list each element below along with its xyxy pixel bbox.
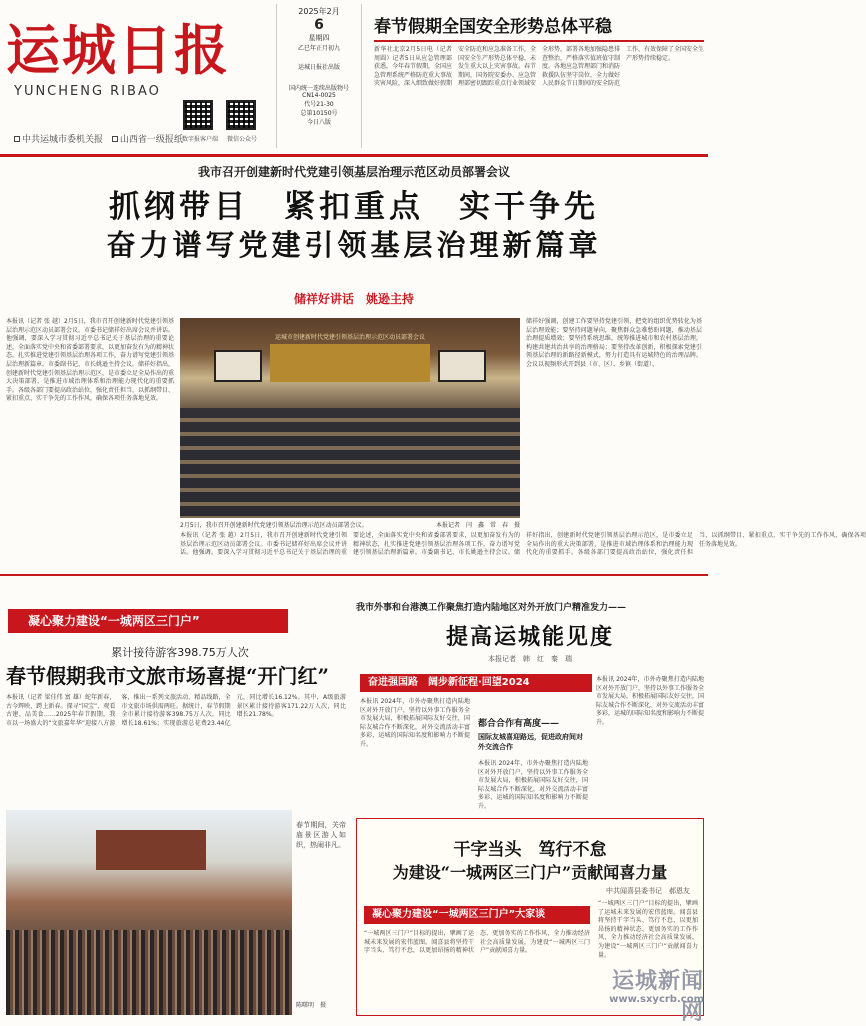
left-section-body: 本报讯（记者 梁佳伟 富 雄）蛇年新春，古今辉映，跨上新春。探寻“国宝”、观看古建、品美食……2025年春节假期，我市以一场盛大的“文旅嘉年华”迎接八方游客，推出一系列文旅活动、精品线路，全市文旅市场供需两旺。据统计，春节假期全市累计接待游客398.75万人次，同比增长18.61%；实现旅游总花费23.44亿元，同比增长16.12%。其中，A级旅游景区累计接待游客171.22万人次，同比增长21.78%。 (6, 694, 346, 727)
bottom-right-body-2: “一城两区三门户”目标的提出，擘画了运城未来发展的宏伟蓝图。闻喜县将坚持干字当头、笃行不怠，以更加昂扬的精神状态、更加务实的工作作风，全力推动经济社会高质量发展，为建设“一城两区三门户”贡献闻喜力量。 (598, 900, 698, 959)
left-banner-text: 凝心聚力建设“一城两区三门户” (28, 614, 200, 628)
main-feature-headline-1[interactable]: 抓纲带目 紧扣重点 实干争先 (109, 189, 599, 225)
site-watermark: 运城新闻网 (611, 969, 704, 1025)
crowd (6, 930, 292, 1015)
main-feature-headline-2[interactable]: 奋力谱写党建引领基层治理新篇章 (106, 228, 602, 262)
left-section-banner (8, 609, 288, 633)
main-feature-subhead: 储祥好讲话 姚逊主持 (293, 292, 414, 306)
main-feature-body-left: 本报讯（记者 张 越）2月5日，我市召开创建新时代党建引领基层治理示范区动员部署会议。市委书记储祥好出席会议并讲话。他强调，要深入学习贯彻习近平总书记关于基层治理的重要论述，全面落实党中央和省委部署要求，以更加奋发有为的精神状态，扎实推进党建引领基层治理各项工作，奋力谱写党建引领基层治理新篇章。市委副书记、市长姚逊主持会议。储祥好指出，创建新时代党建引领基层治理示范区，是市委立足全局作出的重大决策部署，是推进市域治理体系和治理能力现代化的重要抓手。各级各部门要提高政治站位，强化责任担当，以抓纲带目、紧扣重点、实干争先的工作作风，确保各项任务落地见效。 (6, 318, 175, 403)
right-section-body-3: 本报讯 2024年，市外办聚焦打造内陆地区对外开放门户，坚持以外事工作服务全市发展大局，积极拓展国际友好交往，国际友城合作不断深化，对外交流活动丰富多彩，运城的国际知名度和影响力不断提升。 (596, 676, 705, 726)
right-section-kicker: 我市外事和台港澳工作聚焦打造内陆地区对外开放门户精准发力—— (356, 603, 627, 613)
right-sub-banner-text: 奋进强国路 阔步新征程·回望2024 (368, 677, 530, 688)
top-story-rule (374, 40, 704, 42)
left-section-headline[interactable]: 春节假期我市文旅市场喜提“开门红” (6, 664, 330, 688)
bottom-right-headline-2[interactable]: 为建设“一城两区三门户”贡献闻喜力量 (392, 863, 668, 882)
issn-label: 国内统一连续出版物号 (288, 85, 349, 92)
left-photo-credit: 陈曙明 摄 (296, 1002, 327, 1009)
temple-roof (96, 830, 206, 870)
left-section-kicker: 累计接待游客398.75万人次 (111, 646, 249, 659)
issue-number: 总第10150号 (300, 110, 338, 117)
main-feature-body-bottom: 本报讯（记者 张 越）2月5日，我市召开创建新时代党建引领基层治理示范区动员部署会议。市委书记储祥好出席会议并讲话。他强调，要深入学习贯彻习近平总书记关于基层治理的重要论述，全面落实党中央和省委部署要求，以更加奋发有为的精神状态，扎实推进党建引领基层治理各项工作，奋力谱写党建引领基层治理新篇章。市委副书记、市长姚逊主持会议。储祥好指出，创建新时代党建引领基层治理示范区，是市委立足全局作出的重大决策部署，是推进市域治理体系和治理能力现代化的重要抓手。各级各部门要提高政治站位，强化责任担当，以抓纲带目、紧扣重点、实干争先的工作作风，确保各项任务落地见效。 (180, 532, 866, 557)
meeting-photo[interactable] (180, 318, 520, 518)
right-section-byline: 本报记者 韩 红 秦 瑞 (488, 655, 572, 663)
right-subhead-2: 国际友城喜迎路远，促进政府间对外交流合作 (478, 733, 583, 751)
masthead-pinyin: YUNCHENG RIBAO (14, 84, 161, 99)
page-count: 今日八版 (306, 119, 331, 126)
qr-code-wechat[interactable] (226, 100, 256, 130)
date-day: 6 (314, 17, 324, 33)
postal-code: 代号21-30 (304, 101, 334, 108)
screen-right (438, 350, 486, 382)
photo-caption-text: 2月5日，我市召开创建新时代党建引领基层治理示范区动员部署会议。 (180, 522, 368, 529)
right-subhead-1: 都合合作有高度—— (478, 719, 560, 729)
lunar-date: 乙巳年正月初九 (297, 45, 340, 52)
bottom-right-banner-text: 凝心聚力建设“一城两区三门户”大家谈 (372, 909, 546, 920)
right-section-headline[interactable]: 提高运城能见度 (445, 624, 614, 650)
qr-code-app[interactable] (183, 100, 213, 130)
meeting-screen-banner: 运城市创建新时代党建引领基层治理示范区动员部署会议 (274, 334, 425, 341)
qr-label-2: 微信公众号 (226, 136, 257, 143)
section-divider (0, 574, 708, 576)
issn-number: CN14-0025 (302, 92, 336, 99)
bottom-right-body-1: “一城两区三门户”目标的提出，擘画了运城未来发展的宏伟蓝图。闻喜县将坚持干字当头、笃行不怠，以更加昂扬的精神状态、更加务实的工作作风，全力推动经济社会高质量发展，为建设“一城两区三门户”贡献闻喜力量。 (364, 930, 590, 955)
right-section-body-1: 本报讯 2024年，市外办聚焦打造内陆地区对外开放门户，坚持以外事工作服务全市发展大局，积极拓展国际友好交往，国际友城合作不断深化，对外交流活动丰富多彩，运城的国际知名度和影响力不断提升。 (360, 698, 470, 748)
masthead (0, 0, 708, 152)
stage-curtain (270, 344, 430, 382)
main-feature-body-right: 储祥好强调，创建工作要坚持党建引领，把党的组织优势转化为基层治理效能；要坚持问题导向，聚焦群众急难愁盼问题，推动基层治理提质增效；要坚持系统思维，统筹推进城市和农村基层治理，构建共建共治共享的治理格局；要坚持改革创新，积极探索党建引领基层治理的新路径新模式，努力打造具有运城特色的治理品牌。会议以视频形式开到县（市、区）、乡镇（街道）。 (526, 318, 702, 368)
date-column (276, 4, 362, 148)
bottom-right-banner (364, 906, 590, 924)
tagline-1: 中共运城市委机关报 (22, 135, 104, 145)
tagline-box-2 (112, 136, 118, 142)
tagline-box-1 (14, 136, 20, 142)
photo-caption (180, 520, 520, 529)
top-story-body: 新华社北京2月5日电（记者周圆）记者5日从应急管理部获悉，今年春节假期，全国应急管理系统严格防范重大事故灾害风险，深入细致做好假期安全防范和应急准备工作，全国安全生产形势总体平稳，未发生重大以上灾害事故。春节期间，国务院安委办、应急管理部密切跟踪重点行业领域安全形势，部署各地加强隐患排查整治，严格落实值班值守制度。各地应急管理部门和消防救援队伍坚守岗位，全力做好人民群众节日期间的安全防范工作，有效保障了全国安全生产形势持续稳定。 (374, 46, 705, 88)
right-sub-banner (360, 674, 592, 692)
screen-left (214, 350, 262, 382)
main-feature-kicker: 我市召开创建新时代党建引领基层治理示范区动员部署会议 (197, 165, 510, 179)
temple-photo[interactable] (6, 810, 292, 1015)
photo-credit: 本报记者 闫 鑫 常 春 摄 (435, 522, 520, 529)
masthead-title: 运城日报 (6, 18, 230, 82)
left-photo-caption: 春节期间，关帝庙景区游人如织，热闹非凡。 (296, 821, 346, 849)
site-url[interactable]: www.sxycrb.com (609, 994, 704, 1005)
weekday: 星期四 (308, 34, 330, 42)
date-year-month: 2025年2月 (298, 7, 340, 16)
tagline-2: 山西省一级报纸 (119, 135, 183, 145)
top-story-headline[interactable]: 春节假期全国安全形势总体平稳 (374, 17, 612, 37)
masthead-taglines (14, 132, 183, 145)
audience-rows (180, 408, 520, 518)
right-section-body-2: 本报讯 2024年，市外办聚焦打造内陆地区对外开放门户，坚持以外事工作服务全市发展大局，积极拓展国际友好交往，国际友城合作不断深化，对外交流活动丰富多彩，运城的国际知名度和影响力不断提升。 (478, 760, 588, 810)
publisher: 运城日报社出版 (297, 64, 340, 71)
qr-label-1: 数字报客户端 (181, 136, 218, 143)
masthead-divider (0, 154, 708, 157)
bottom-right-headline-1[interactable]: 干字当头 笃行不怠 (453, 840, 607, 860)
bottom-right-byline: 中共闻喜县委书记 郝恩友 (606, 887, 690, 895)
